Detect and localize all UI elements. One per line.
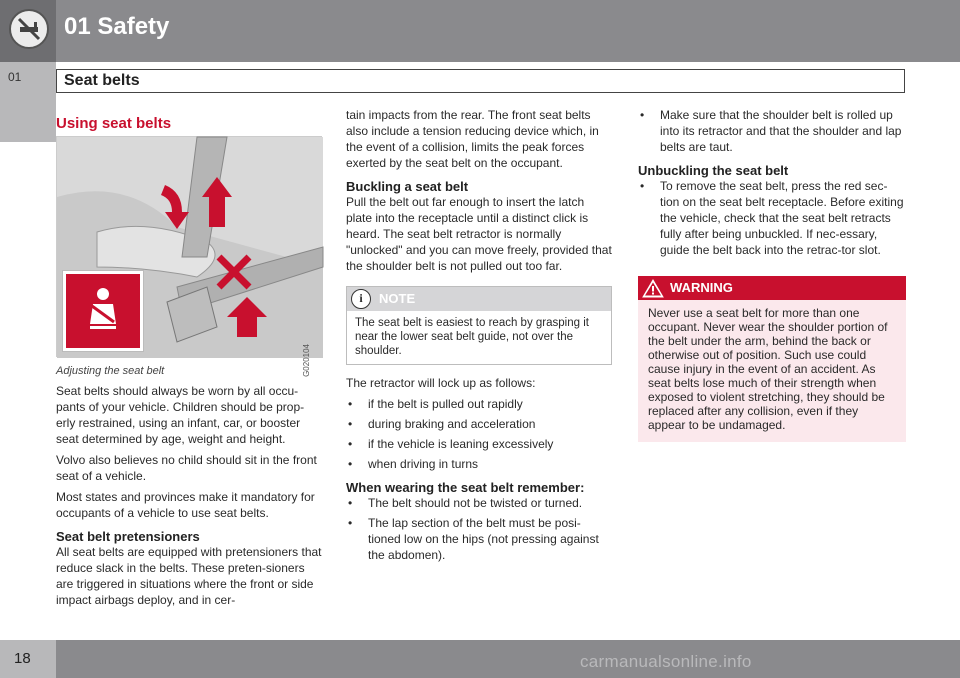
heading-using-seat-belts: Using seat belts [56,115,172,132]
chapter-title: 01 Safety [64,13,170,40]
note-box [346,286,612,365]
safety-logo-icon [9,9,49,49]
paragraph: All seat belts are equipped with pretensioners that reduce slack in the belts. These preten-sioners are triggered in situations where the front or side impact airbags deploy, and in cer- [56,545,322,607]
page-number: 18 [14,650,31,667]
heading-buckling: Buckling a seat belt [346,179,469,194]
list-item: • Make sure that the shoulder belt is rolled up into its retractor and that the shoulder and lap belts are taut. [638,107,906,155]
list-item: • during braking and acceleration [346,416,612,432]
heading-remember: When wearing the seat belt remember: [346,480,585,495]
list-item: • The belt should not be twisted or turned. [346,495,612,511]
list-item: • when driving in turns [346,456,612,472]
paragraph: Volvo also believes no child should sit in the front seat of a vehicle. [56,453,317,483]
heading-pretensioners: Seat belt pretensioners [56,529,200,544]
list-item: • To remove the seat belt, press the red sec-tion on the seat belt receptacle. Before exiting the vehicle, check that the seat belt retracts fully after being unbuckled. If nec-essary, guide the belt back into the retrac-tor slot. [638,178,906,258]
paragraph: Most states and provinces make it mandatory for occupants of a vehicle to use seat belts. [56,490,315,520]
heading-unbuckling: Unbuckling the seat belt [638,163,789,178]
section-bar [56,69,905,93]
seatbelt-icon [63,271,143,351]
seatbelt-pictogram [66,274,140,348]
note-title: NOTE [379,291,416,306]
paragraph: Pull the belt out far enough to insert the latch plate into the receptacle until a distinct click is heard. The seat belt retractor is normally "unlocked" and you can move freely, provided that the shoulder belt is not pulled out too far. [346,195,612,273]
remember-list [346,495,612,563]
info-icon: i [351,289,371,309]
paragraph: tain impacts from the rear. The front seat belts also include a tension reducing device which, in the event of a collision, limits the peak forces exerted by the seat belt on the occupant. [346,108,599,170]
side-chapter-number: 01 [8,70,22,84]
list-item: • The lap section of the belt must be posi-tioned low on the hips (not pressing against the abdomen). [346,515,612,563]
watermark: carmanualsonline.info [580,652,752,671]
note-header [347,287,611,311]
paragraph: Seat belts should always be worn by all occu-pants of your vehicle. Children should be prop-erly restrained, using an infant, car, or booster seat determined by age, weight and height. [56,384,305,446]
remember-list-continued [638,107,906,155]
unbuckling-list [638,178,906,258]
warning-body: Never use a seat belt for more than one occupant. Never wear the shoulder portion of the belt under the arm, behind the back or otherwise out of position. Such use could cause injury in the event of an accident. As seat belts lose much of their strength when exposed to violent stretching, they should be replaced after any collision, even if they appear to be undamaged. [648,306,888,432]
page-footer [0,640,960,678]
list-item: • if the belt is pulled out rapidly [346,396,612,412]
figure-code: G020104 [302,344,311,377]
header-icon-area [0,0,56,62]
figure-caption: Adjusting the seat belt [56,365,165,377]
safety-glyph-icon [11,11,47,47]
warning-header [638,276,906,300]
paragraph: The retractor will lock up as follows: [346,376,536,390]
column-2 [346,107,612,567]
warning-title: WARNING [670,280,733,295]
column-1 [56,116,322,613]
warning-triangle-icon [642,279,664,298]
note-body: The seat belt is easiest to reach by grasping it near the lower seat belt guide, not over the shoulder. [355,317,589,357]
warning-box [638,276,906,442]
column-3 [638,107,906,442]
lock-conditions-list [346,396,612,472]
section-title: Seat belts [64,72,140,89]
list-item: • if the vehicle is leaning excessively [346,436,612,452]
